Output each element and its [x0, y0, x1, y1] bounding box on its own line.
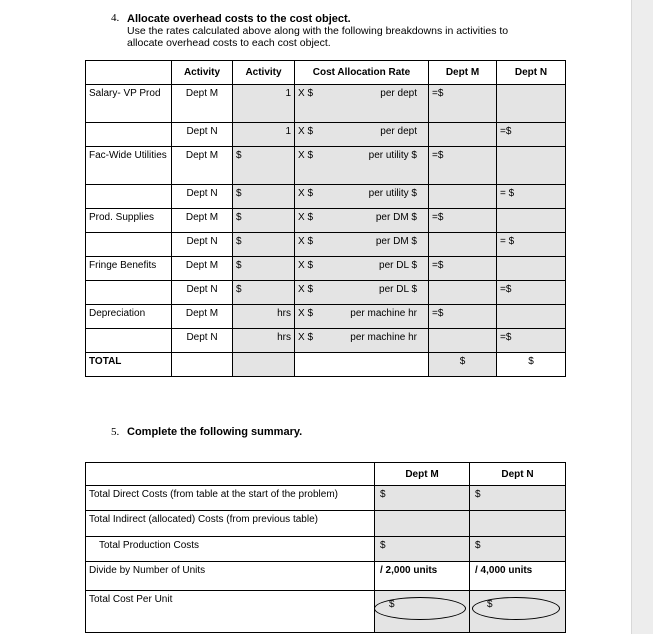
dept-n-value: =$: [497, 329, 566, 353]
activity-amount: hrs: [233, 305, 295, 329]
summary-row: [86, 562, 566, 591]
activity-amount: $: [233, 233, 295, 257]
rate-multiplier: [295, 209, 429, 233]
activity-amount: $: [233, 185, 295, 209]
activity-dept: Dept M: [172, 85, 233, 123]
activity-dept: Dept N: [172, 233, 233, 257]
q4-desc-line2: allocate overhead costs to each cost object.: [127, 37, 331, 49]
rate-unit: per DM $: [375, 236, 417, 247]
dept-m-value: =$: [429, 147, 497, 185]
summary-row-label: Total Production Costs: [86, 537, 375, 562]
rate-multiplier: [295, 85, 429, 123]
activity-dept: Dept N: [172, 329, 233, 353]
dept-n-value: =$: [497, 123, 566, 147]
table-row: [86, 233, 566, 257]
table-row: [86, 123, 566, 147]
rate-multiplier: [295, 353, 429, 377]
activity-dept: Dept M: [172, 209, 233, 233]
summary-row-label: Total Indirect (allocated) Costs (from previous table): [86, 511, 375, 537]
row-label: TOTAL: [86, 353, 172, 377]
activity-dept: Dept M: [172, 147, 233, 185]
row-label: Prod. Supplies: [86, 209, 172, 233]
dept-m-value: [429, 123, 497, 147]
rate-multiplier: [295, 185, 429, 209]
dept-n-value: = $: [497, 185, 566, 209]
summary-row-label: Divide by Number of Units: [86, 562, 375, 591]
rate-multiplier: [295, 147, 429, 185]
dept-n-value: =$: [497, 281, 566, 305]
row-label: Fac-Wide Utilities: [86, 147, 172, 185]
dept-m-cost-per-unit-value: $: [389, 599, 395, 610]
dept-n-value: [497, 85, 566, 123]
summary-row-label: Total Cost Per Unit: [86, 591, 375, 633]
dept-m-value: $: [429, 353, 497, 377]
dept-m-value: =$: [429, 85, 497, 123]
table-row: [86, 257, 566, 281]
table-row: [86, 353, 566, 377]
activity-amount: $: [233, 281, 295, 305]
dept-m-value: =$: [429, 209, 497, 233]
dept-m-value: =$: [429, 257, 497, 281]
header-rate: Cost Allocation Rate: [295, 61, 429, 85]
allocation-table-header: [86, 61, 566, 85]
times-sign: X $: [298, 332, 314, 343]
times-sign: X $: [298, 88, 314, 99]
activity-dept: Dept M: [172, 257, 233, 281]
rate-multiplier: [295, 305, 429, 329]
row-label: Fringe Benefits: [86, 257, 172, 281]
dept-m-value: =$: [429, 305, 497, 329]
times-sign: X $: [298, 236, 314, 247]
activity-amount: $: [233, 257, 295, 281]
activity-dept: Dept M: [172, 305, 233, 329]
dept-n-cost-per-unit-circle: [472, 597, 560, 620]
summary-row: [86, 537, 566, 562]
dept-m-value: [429, 329, 497, 353]
summary-dept-n-value: $: [470, 537, 566, 562]
table-row: [86, 147, 566, 185]
header-dept-m: Dept M: [429, 61, 497, 85]
rate-unit: per machine hr: [350, 332, 417, 343]
activity-dept: Dept N: [172, 185, 233, 209]
rate-multiplier: [295, 123, 429, 147]
activity-amount: 1: [233, 85, 295, 123]
q4-title: Allocate overhead costs to the cost object.: [127, 13, 351, 25]
activity-amount: hrs: [233, 329, 295, 353]
activity-amount: $: [233, 209, 295, 233]
times-sign: X $: [298, 284, 314, 295]
allocation-table: [85, 60, 566, 377]
activity-dept: [172, 353, 233, 377]
summary-dept-m-value: / 2,000 units: [375, 562, 470, 591]
q4-number: 4.: [111, 12, 120, 24]
summary-dept-m-value: $: [375, 537, 470, 562]
summary-row: [86, 511, 566, 537]
summary-dept-n-value: $: [470, 486, 566, 511]
dept-n-value: $: [497, 353, 566, 377]
summary-row: [86, 486, 566, 511]
row-label: [86, 281, 172, 305]
rate-multiplier: [295, 329, 429, 353]
row-label: Salary- VP Prod: [86, 85, 172, 123]
row-label: Depreciation: [86, 305, 172, 329]
table-row: [86, 329, 566, 353]
q4-desc-line1: Use the rates calculated above along with the following breakdowns in activities to: [127, 25, 509, 37]
activity-amount: 1: [233, 123, 295, 147]
dept-n-cost-per-unit-value: $: [487, 599, 493, 610]
dept-n-value: = $: [497, 233, 566, 257]
times-sign: X $: [298, 308, 314, 319]
rate-unit: per machine hr: [350, 308, 417, 319]
times-sign: X $: [298, 126, 314, 137]
rate-unit: per DM $: [375, 212, 417, 223]
rate-multiplier: [295, 281, 429, 305]
header-label: [86, 61, 172, 85]
times-sign: X $: [298, 150, 314, 161]
summary-dept-m-value: $: [375, 486, 470, 511]
summary-header-dept-m: Dept M: [375, 463, 470, 486]
summary-header-dept-n: Dept N: [470, 463, 566, 486]
rate-unit: per utility $: [368, 150, 417, 161]
rate-unit: per dept: [380, 126, 417, 137]
times-sign: X $: [298, 188, 314, 199]
times-sign: X $: [298, 212, 314, 223]
rate-unit: per DL $: [379, 260, 417, 271]
page-shadow: [632, 0, 653, 634]
activity-amount: $: [233, 147, 295, 185]
rate-unit: per DL $: [379, 284, 417, 295]
summary-header-label: [86, 463, 375, 486]
dept-m-value: [429, 185, 497, 209]
activity-amount: [233, 353, 295, 377]
activity-dept: Dept N: [172, 123, 233, 147]
q5-number: 5.: [111, 426, 120, 438]
activity-dept: Dept N: [172, 281, 233, 305]
header-activity-amount: Activity: [233, 61, 295, 85]
rate-unit: per dept: [380, 88, 417, 99]
table-row: [86, 305, 566, 329]
rate-multiplier: [295, 233, 429, 257]
dept-m-value: [429, 281, 497, 305]
dept-n-value: [497, 209, 566, 233]
dept-m-value: [429, 233, 497, 257]
summary-dept-m-value: [375, 511, 470, 537]
summary-dept-n-value: / 4,000 units: [470, 562, 566, 591]
row-label: [86, 233, 172, 257]
row-label: [86, 123, 172, 147]
header-activity-dept: Activity: [172, 61, 233, 85]
table-row: [86, 185, 566, 209]
rate-unit: per utility $: [368, 188, 417, 199]
times-sign: X $: [298, 260, 314, 271]
table-row: [86, 209, 566, 233]
table-row: [86, 85, 566, 123]
summary-table-header: [86, 463, 566, 486]
summary-row-label: Total Direct Costs (from table at the start of the problem): [86, 486, 375, 511]
q5-title: Complete the following summary.: [127, 426, 303, 438]
table-row: [86, 281, 566, 305]
dept-n-value: [497, 305, 566, 329]
row-label: [86, 185, 172, 209]
dept-m-cost-per-unit-circle: [374, 597, 466, 620]
dept-n-value: [497, 147, 566, 185]
header-dept-n: Dept N: [497, 61, 566, 85]
summary-dept-n-value: [470, 511, 566, 537]
row-label: [86, 329, 172, 353]
rate-multiplier: [295, 257, 429, 281]
dept-n-value: [497, 257, 566, 281]
